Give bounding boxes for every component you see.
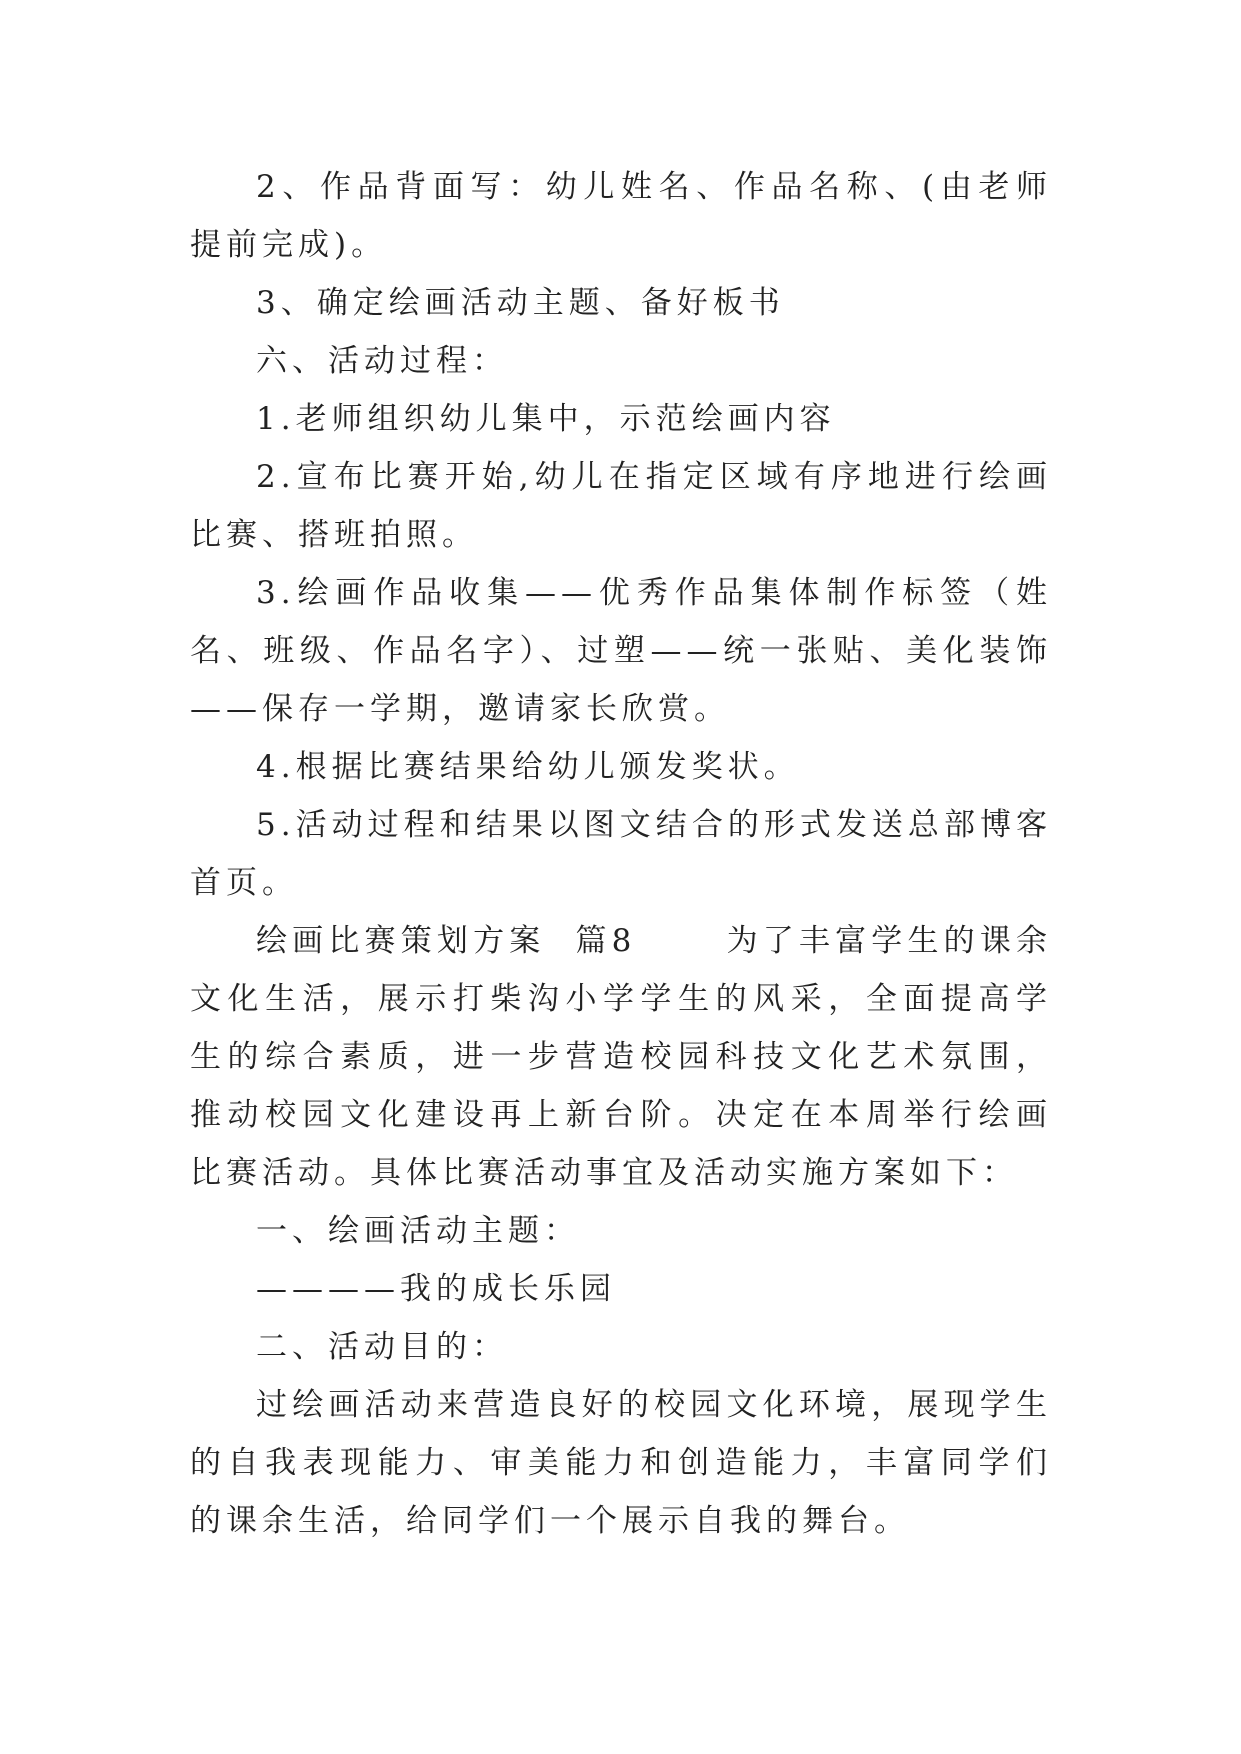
paragraph: 3.绘画作品收集——优秀作品集体制作标签（姓名、班级、作品名字）、过塑——统一张贴、美化装饰——保存一学期，邀请家长欣赏。 — [190, 575, 1052, 727]
paragraph: ————我的成长乐园 — [256, 1271, 616, 1307]
document-body — [190, 158, 1052, 1550]
paragraph: 绘画比赛策划方案 篇8 为了丰富学生的课余文化生活，展示打柴沟小学学生的风采，全面提高学生的综合素质，进一步营造校园科技文化艺术氛围，推动校园文化建设再上新台阶。决定在本周举行绘画比赛活动。具体比赛活动事宜及活动实施方案如下： — [190, 923, 1052, 1191]
paragraph: 2.宣布比赛开始,幼儿在指定区域有序地进行绘画比赛、搭班拍照。 — [190, 459, 1052, 553]
paragraph: 2、作品背面写：幼儿姓名、作品名称、(由老师提前完成)。 — [190, 169, 1052, 263]
paragraph: 过绘画活动来营造良好的校园文化环境，展现学生的自我表现能力、审美能力和创造能力，丰富同学们的课余生活，给同学们一个展示自我的舞台。 — [190, 1387, 1052, 1539]
paragraph: 1.老师组织幼儿集中，示范绘画内容 — [256, 401, 836, 437]
paragraph: 5.活动过程和结果以图文结合的形式发送总部博客首页。 — [190, 807, 1052, 901]
section-heading: 二、活动目的： — [256, 1329, 508, 1365]
section-heading: 一、绘画活动主题： — [256, 1213, 580, 1249]
section-heading: 六、活动过程： — [256, 343, 508, 379]
paragraph: 4.根据比赛结果给幼儿颁发奖状。 — [256, 749, 800, 785]
paragraph: 3、确定绘画活动主题、备好板书 — [256, 285, 785, 321]
